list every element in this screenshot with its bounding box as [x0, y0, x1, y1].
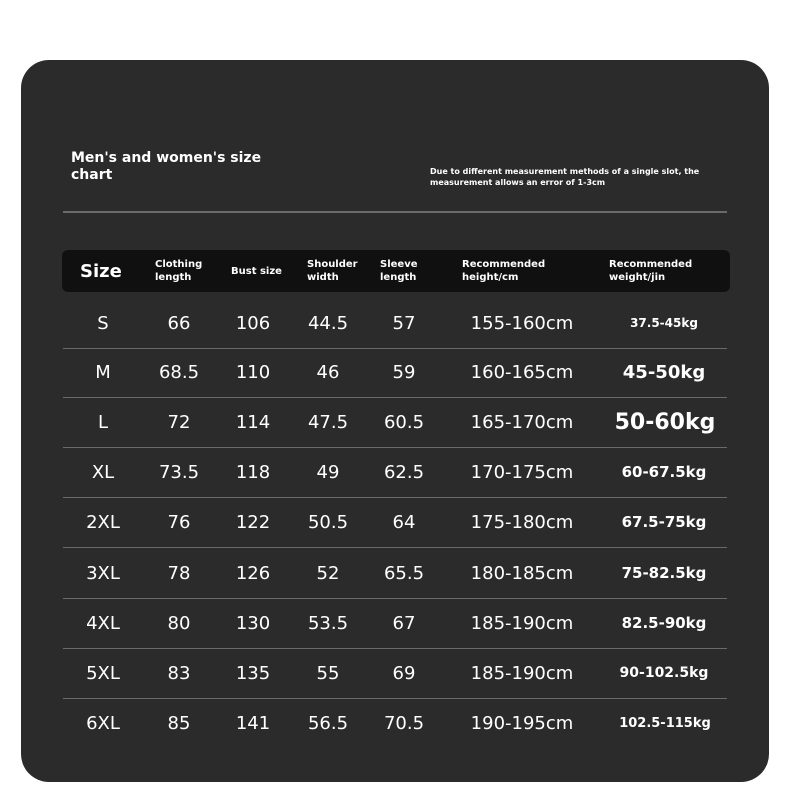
bust-size-cell: 130 — [235, 612, 271, 634]
size-cell: XL — [91, 461, 115, 483]
bust-size-cell: 118 — [235, 461, 271, 483]
height-cell: 175-180cm — [470, 511, 574, 533]
sleeve-length-cell: 65.5 — [383, 562, 425, 584]
sleeve-length-cell: 69 — [392, 662, 416, 684]
clothing-length-cell: 68.5 — [158, 361, 200, 383]
sleeve-length-cell: 64 — [392, 511, 416, 533]
bust-size-cell: 114 — [235, 411, 271, 433]
header-size: Size — [80, 260, 122, 282]
sleeve-length-cell: 62.5 — [383, 461, 425, 483]
height-cell: 185-190cm — [470, 662, 574, 684]
size-cell: 5XL — [86, 662, 120, 684]
size-cell: 3XL — [86, 562, 120, 584]
height-cell: 185-190cm — [470, 612, 574, 634]
shoulder-width-cell: 47.5 — [307, 411, 349, 433]
weight-cell: 75-82.5kg — [621, 564, 707, 582]
clothing-length-cell: 73.5 — [158, 461, 200, 483]
table-row — [63, 598, 727, 649]
header-recommended-weight: Recommended weight/jin — [609, 259, 693, 283]
table-row — [63, 447, 727, 498]
table-row — [63, 497, 727, 548]
shoulder-width-cell: 52 — [316, 562, 340, 584]
size-chart-card — [21, 60, 769, 782]
clothing-length-cell: 66 — [167, 312, 191, 334]
sleeve-length-cell: 70.5 — [383, 712, 425, 734]
size-cell: S — [97, 312, 109, 334]
shoulder-width-cell: 56.5 — [307, 712, 349, 734]
chart-title: Men's and women's size chart — [71, 150, 262, 183]
weight-cell: 60-67.5kg — [621, 463, 707, 481]
height-cell: 160-165cm — [470, 361, 574, 383]
size-cell: L — [97, 411, 109, 433]
shoulder-width-cell: 44.5 — [307, 312, 349, 334]
header-shoulder-width: Shoulder width — [307, 259, 358, 283]
weight-cell: 90-102.5kg — [619, 665, 709, 681]
bust-size-cell: 141 — [235, 712, 271, 734]
table-row — [63, 648, 727, 699]
bust-size-cell: 126 — [235, 562, 271, 584]
size-cell: M — [95, 361, 111, 383]
table-header — [62, 250, 730, 292]
clothing-length-cell: 85 — [167, 712, 191, 734]
weight-cell: 37.5-45kg — [630, 316, 698, 330]
bust-size-cell: 106 — [235, 312, 271, 334]
clothing-length-cell: 80 — [167, 612, 191, 634]
sleeve-length-cell: 57 — [392, 312, 416, 334]
height-cell: 170-175cm — [470, 461, 574, 483]
size-cell: 4XL — [86, 612, 120, 634]
header-bust-size: Bust size — [231, 265, 282, 277]
sleeve-length-cell: 67 — [392, 612, 416, 634]
header-recommended-height: Recommended height/cm — [462, 259, 546, 283]
height-cell: 180-185cm — [470, 562, 574, 584]
weight-cell: 102.5-115kg — [619, 715, 711, 731]
clothing-length-cell: 76 — [167, 511, 191, 533]
weight-cell: 45-50kg — [622, 361, 706, 383]
height-cell: 155-160cm — [470, 312, 574, 334]
weight-cell: 50-60kg — [614, 409, 716, 435]
shoulder-width-cell: 46 — [316, 361, 340, 383]
table-row — [63, 397, 727, 448]
header-clothing-length: Clothing length — [155, 259, 203, 283]
shoulder-width-cell: 49 — [316, 461, 340, 483]
shoulder-width-cell: 55 — [316, 662, 340, 684]
table-row — [63, 347, 727, 398]
shoulder-width-cell: 50.5 — [307, 511, 349, 533]
weight-cell: 67.5-75kg — [621, 513, 707, 531]
sleeve-length-cell: 59 — [392, 361, 416, 383]
weight-cell: 82.5-90kg — [621, 614, 707, 632]
height-cell: 165-170cm — [470, 411, 574, 433]
size-cell: 2XL — [86, 511, 120, 533]
height-cell: 190-195cm — [470, 712, 574, 734]
sleeve-length-cell: 60.5 — [383, 411, 425, 433]
divider — [63, 211, 727, 213]
table-row — [63, 548, 727, 599]
bust-size-cell: 122 — [235, 511, 271, 533]
clothing-length-cell: 72 — [167, 411, 191, 433]
measurement-note: Due to different measurement methods of a single slot, the measurement allows an error of 1-3cm — [430, 167, 700, 187]
table-row — [63, 298, 727, 349]
size-cell: 6XL — [86, 712, 120, 734]
bust-size-cell: 110 — [235, 361, 271, 383]
bust-size-cell: 135 — [235, 662, 271, 684]
clothing-length-cell: 78 — [167, 562, 191, 584]
header-sleeve-length: Sleeve length — [380, 259, 418, 283]
table-row — [63, 698, 727, 748]
clothing-length-cell: 83 — [167, 662, 191, 684]
shoulder-width-cell: 53.5 — [307, 612, 349, 634]
